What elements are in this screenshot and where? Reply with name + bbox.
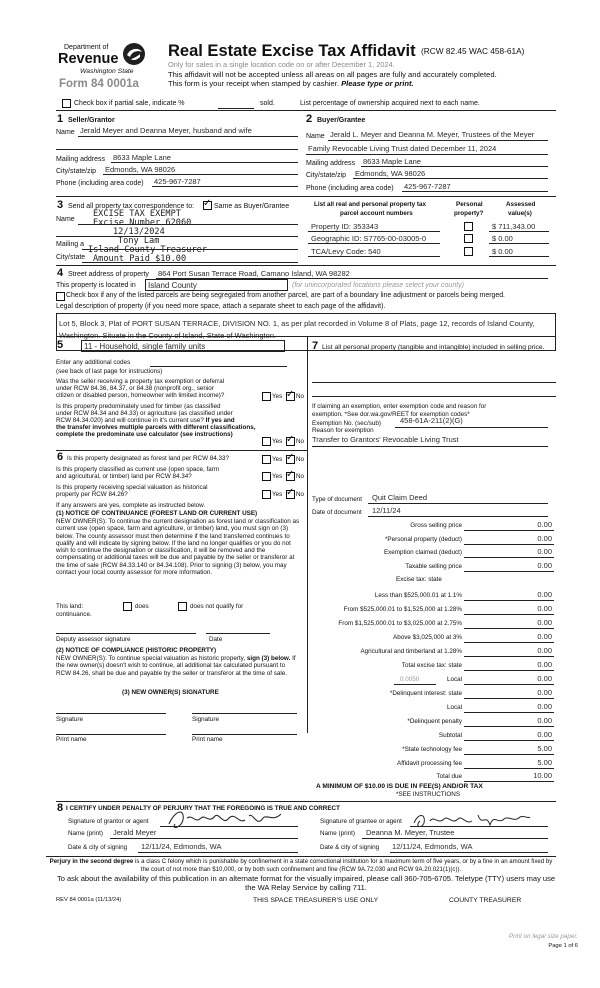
owner-print-line-1 (56, 734, 166, 735)
forest-no-checkbox[interactable] (286, 455, 295, 464)
tax-row-label: Less than $525,000.01 at 1.1% (374, 592, 462, 599)
s3-city-label: City/state (56, 254, 86, 261)
county-treasurer-label: COUNTY TREASURER (449, 897, 522, 904)
grantor-signature[interactable] (165, 806, 285, 834)
alternate-format-notice: To ask about the availability of this publication in an alternate format for the visually impaired, please call 360-705-6705. Teletype (TTY) users may use the WA Relay Service by calling 711. (56, 874, 556, 892)
minimum-due-note: A MINIMUM OF $10.00 IS DUE IN FEE(S) AND/OR TAX (316, 783, 483, 790)
seller-phone[interactable]: 425-967-7287 (154, 177, 201, 186)
section-4-number: 4 (57, 267, 64, 279)
buyer-address[interactable]: 8633 Maple Lane (363, 157, 421, 166)
tax-row-value[interactable]: 5.00 (537, 758, 552, 767)
local-rate-line (394, 684, 436, 685)
tax-row-label: Gross selling price (410, 522, 462, 529)
this-land-label: This land: (56, 603, 84, 610)
s3-mail-label: Mailing a (56, 241, 85, 248)
personal-property-checkbox[interactable] (464, 247, 473, 256)
seller-city-line (103, 174, 298, 175)
tax-row-line (464, 740, 554, 741)
q-current-use-1: Is this property classified as current use (open space, farm (56, 466, 220, 473)
section-7-number: 7 (312, 340, 319, 352)
parcels-header-1b: parcel account numbers (340, 210, 413, 217)
section-2-number: 2 (306, 113, 313, 125)
owner-print-line-2 (192, 734, 297, 735)
unincorporated-note: (for unincorporated locations please select your county) (292, 282, 464, 289)
buyer-phone-label: Phone (including area code) (306, 185, 394, 192)
owner-signature-label-2: Signature (192, 716, 219, 723)
tax-row-label: Subtotal (438, 732, 462, 739)
segregated-checkbox[interactable] (56, 292, 65, 301)
top-divider (56, 110, 556, 111)
parcel-value[interactable]: $ 711,343.00 (492, 222, 536, 231)
buyer-name-line-1[interactable]: Jerald L. Meyer and Deanna M. Meyer, Trustees of the Meyer (330, 130, 535, 139)
land-does-not-label: does not qualify for (190, 603, 244, 610)
doc-date-label: Date of document (312, 509, 362, 516)
street-label: Street address of property (68, 271, 149, 278)
deputy-signature-label: Deputy assessor signature (56, 636, 131, 643)
land-does-not-checkbox[interactable] (178, 602, 187, 611)
form-title: Real Estate Excise Tax Affidavit (168, 42, 416, 60)
tax-row-label: Taxable selling price (405, 563, 462, 570)
tax-row-value[interactable]: 0.00 (537, 561, 552, 570)
partial-sale-checkbox[interactable] (62, 99, 71, 108)
tax-row-line (464, 600, 554, 601)
dept-line: Department of (64, 44, 109, 51)
tax-row-value[interactable]: 0.00 (537, 547, 552, 556)
timber-yes-checkbox[interactable] (262, 437, 271, 446)
deputy-sig-line (56, 633, 196, 634)
q-timber-2: under RCW 84.34 and 84.33) or agriculture (as classified under (56, 410, 233, 417)
q-timber-5: complete the predominate use calculator (see instructions) (56, 431, 233, 438)
form-number: Form 84 0001a (59, 78, 139, 90)
tax-row-label: Affidavit processing fee (397, 760, 462, 767)
add-codes-line (150, 366, 287, 367)
tax-row-line (464, 530, 554, 531)
seller-addr-line (111, 162, 298, 163)
reason-line (312, 446, 548, 447)
personal-property-checkbox[interactable] (464, 222, 473, 231)
grantee-name-label: Name (print) (320, 830, 355, 837)
seller-name-line-2 (56, 149, 298, 150)
q-historical-2: property per RCW 84.26? (56, 491, 128, 498)
same-as-buyer-checkbox[interactable] (203, 201, 212, 210)
section-1-number: 1 (57, 113, 64, 125)
county-select[interactable] (145, 279, 288, 291)
partial-pct-line (218, 108, 254, 109)
any-yes-note: If any answers are yes, complete as instructed below. (56, 502, 206, 509)
owner-print-label-2: Print name (192, 736, 223, 743)
footer-divider (46, 856, 556, 857)
buyer-phone[interactable]: 425-967-7287 (404, 182, 451, 191)
seller-name[interactable]: Jerald Meyer and Deanna Meyer, husband and wife (80, 126, 252, 135)
seller-heading: Seller/Grantor (68, 117, 115, 124)
grantor-name-line (110, 838, 298, 839)
buyer-name-rule-2 (306, 154, 548, 155)
exemption-claim-1: If claiming an exemption, enter exemption code and reason for (312, 403, 487, 410)
doc-type-label: Type of document (312, 496, 363, 503)
new-owner-signature-title: (3) NEW OWNER(S) SIGNATURE (122, 689, 219, 696)
tax-row-label: From $525,000.01 to $1,525,000 at 1.28% (343, 606, 462, 613)
seller-addr-label: Mailing address (56, 156, 106, 163)
tax-row-value[interactable]: 0.00 (537, 632, 552, 641)
land-use-code-select[interactable] (81, 340, 285, 352)
no-label: No (296, 438, 305, 445)
tax-row-value[interactable]: 0.00 (537, 520, 552, 529)
tax-row-label: Above $3,025,000 at 3% (393, 634, 462, 641)
q-timber-1: Is this property predominately used for timber (as classified (56, 403, 221, 410)
tax-row-label: Local (446, 704, 462, 711)
stamp-line-4: Tony Lam (118, 236, 160, 246)
personal-property-line-2 (312, 396, 556, 397)
stamp-line-6: Amount Paid $10.00 (93, 254, 187, 264)
parcel-value-line (489, 243, 549, 244)
dept-state: Washington State (80, 68, 134, 75)
grantee-date-label: Date & city of signing (320, 844, 380, 851)
q-exemption-3: citizen or disabled person, homeowner with limited income)? (56, 392, 225, 399)
exemption-no-label: Exemption No. (sec/sub) (312, 420, 381, 427)
tax-row-line (464, 781, 554, 782)
timber-no-checkbox[interactable] (286, 437, 295, 446)
correspondence-label: Send all property tax correspondence to: (68, 203, 195, 210)
section-3-bottom (56, 265, 556, 266)
reason-label: Reason for exemption (312, 427, 374, 434)
exemption-number[interactable]: 458-61A-211(2)(G) (400, 416, 463, 425)
tax-row-line (464, 726, 554, 727)
owner-sig-line-2 (192, 713, 297, 714)
exemption-claim-2: exemption. *See dor.wa.gov/REET for exemption codes* (312, 411, 470, 418)
notice-continuance-title: (1) NOTICE OF CONTINUANCE (FOREST LAND OR CURRENT USE) (56, 510, 258, 517)
buyer-heading: Buyer/Grantee (317, 117, 366, 124)
tax-row-line (464, 614, 554, 615)
exemption-no-checkbox[interactable] (286, 392, 295, 401)
county-value: Island County (148, 281, 197, 290)
parcels-header-1: List all real and personal property tax (314, 201, 426, 208)
continuance-label: continuance. (56, 611, 92, 618)
legal-paper-note: Print on legal size paper. (508, 933, 578, 940)
seller-phone-label: Phone (including area code) (56, 180, 144, 187)
yes-label: Yes (272, 393, 283, 400)
historical-yes-checkbox[interactable] (262, 490, 271, 499)
dept-name: Revenue (58, 51, 119, 67)
tax-row-value[interactable]: 5.00 (537, 744, 552, 753)
accept-note: This affidavit will not be accepted unless all areas on all pages are fully and accurately completed. (168, 70, 497, 79)
parcel-id-line (308, 231, 440, 232)
grantor-date-label: Date & city of signing (68, 844, 128, 851)
personal-property-label: List all personal property (tangible and intangible) included in selling price. (322, 344, 545, 351)
tax-row-label: From $1,525,000.01 to $3,025,000 at 2.75% (338, 620, 462, 627)
legal-desc-label: Legal description of property (if you need more space, attach a separate sheet to each page of the affidavit). (56, 303, 386, 310)
tax-row-label: Local (446, 676, 462, 683)
deputy-date-label: Date (209, 636, 223, 643)
q-current-use-2: and agricultural, or timber) land per RCW 84.34? (56, 473, 192, 480)
seller-city-label: City/state/zip (56, 168, 97, 175)
section-8-number: 8 (57, 802, 64, 814)
tax-row-label: Total excise tax: state (401, 662, 462, 669)
grantee-date-city[interactable]: 12/11/24, Edmonds, WA (392, 842, 473, 851)
section-6-number: 6 (57, 451, 64, 463)
located-label: This property is located in (56, 282, 136, 289)
tax-row-line (464, 768, 554, 769)
doc-type-line (368, 503, 548, 504)
grantee-name[interactable]: Deanna M. Meyer, Trustee (366, 828, 455, 837)
land-does-label: does (135, 603, 149, 610)
s3-name-label: Name (56, 216, 75, 223)
no-label: No (296, 393, 305, 400)
tax-row-line (464, 712, 554, 713)
exemption-yes-checkbox[interactable] (262, 392, 271, 401)
tax-row-label: Exemption claimed (deduct) (383, 549, 462, 556)
segregated-label: Check box if any of the listed parcels are being segregated from another parcel, are part of a boundary line adjustment or parcels being merged. (66, 292, 505, 299)
revision-code: REV 84 0001a (11/13/24) (56, 897, 122, 903)
yes-label: Yes (272, 473, 283, 480)
tax-row-label: Agricultural and timberland at 1.28% (360, 648, 462, 655)
grantee-date-line (390, 852, 548, 853)
parcels-header-2: Personal (456, 201, 483, 208)
add-codes-label: Enter any additional codes (56, 359, 131, 366)
seller-city[interactable]: Edmonds, WA 98026 (105, 165, 176, 174)
historical-no-checkbox[interactable] (286, 490, 295, 499)
page-number: Page 1 of 6 (548, 943, 578, 949)
tax-row-line (464, 544, 554, 545)
buyer-city-label: City/state/zip (306, 172, 347, 179)
tax-row-line (464, 754, 554, 755)
section-3-number: 3 (57, 199, 64, 211)
grantor-date-line (138, 852, 298, 853)
tax-row-value[interactable]: 0.00 (537, 702, 552, 711)
buyer-city[interactable]: Edmonds, WA 98026 (355, 169, 426, 178)
treasurer-use-label: THIS SPACE TREASURER'S USE ONLY (253, 897, 379, 904)
q-timber-4: the transfer involves multiple parcels with different classifications, (56, 424, 256, 431)
sold-label: sold. (260, 100, 275, 107)
document-date[interactable]: 12/11/24 (372, 506, 401, 515)
land-does-checkbox[interactable] (123, 602, 132, 611)
parcel-value[interactable]: $ 0.00 (492, 234, 513, 243)
dor-logo (56, 41, 154, 93)
stamp-line-1: EXCISE TAX EXEMPT (93, 209, 181, 219)
parcel-value-line (489, 231, 549, 232)
tax-row-value[interactable]: 0.00 (537, 590, 552, 599)
buyer-city-line (353, 178, 548, 179)
buyer-addr-line (361, 166, 548, 167)
seller-name-label: Name (56, 129, 75, 136)
section-1-2-bottom (56, 196, 556, 197)
parcels-header-3: Assessed (506, 201, 536, 208)
tax-row-value[interactable]: 0.00 (537, 688, 552, 697)
current-use-no-checkbox[interactable] (286, 472, 295, 481)
parcel-id-line (308, 256, 440, 257)
parcel-id-line (308, 243, 440, 244)
notice-compliance-title: (2) NOTICE OF COMPLIANCE (HISTORIC PROPERTY) (56, 647, 217, 654)
document-type[interactable]: Quit Claim Deed (372, 493, 428, 502)
stamp-line-3: 12/13/2024 (113, 227, 165, 237)
tax-row-value[interactable]: 0.00 (537, 730, 552, 739)
perjury-notice: Perjury in the second degree is a class C felony which is punishable by confinement in a state correctional institution for a maximum term of five years, or by a fine in an amount fixed by the court of not more than $10,000, or by both such confinement and fine (RCW 9A.72.030 and RCW 9A.20.021(1)(c)). (49, 858, 553, 873)
tax-row-value[interactable]: 0.00 (537, 660, 552, 669)
legal-description: Lot 5, Block 3, Plat of PORT SUSAN TERRACE, DIVISION NO. 1, as per plat recorded in Volume 8 of Plats, page 12, records of Island County, Washington. Situate in the County of Island, State of Washington. (59, 319, 535, 340)
grantee-name-line (362, 838, 548, 839)
section-5-bottom (56, 450, 307, 451)
buyer-name-line-2[interactable]: Family Revocable Living Trust dated December 11, 2024 (308, 144, 497, 153)
parcel-id[interactable]: Geographic ID: S7765-00-03005-0 (311, 234, 427, 243)
owner-signature-label: Signature (56, 716, 83, 723)
q-timber-3: RCW 84.34.020) and will continue in it's current use? If yes and (56, 417, 235, 424)
current-use-yes-checkbox[interactable] (262, 472, 271, 481)
parcel-id[interactable]: TCA/Levy Code: 540 (311, 247, 381, 256)
grantor-name-label: Name (print) (68, 830, 103, 837)
tax-row-line (464, 656, 554, 657)
parcel-value-line (489, 256, 549, 257)
tax-row-line (464, 628, 554, 629)
tax-row-value[interactable]: 0.00 (537, 716, 552, 725)
buyer-name-rule-1 (328, 140, 548, 141)
seller-address[interactable]: 8633 Maple Lane (113, 153, 171, 162)
partial-sale-label: Check box if partial sale, indicate % (74, 100, 185, 107)
receipt-note: This form is your receipt when stamped by cashier. Please type or print. (168, 79, 414, 88)
tax-row-value[interactable]: 10.00 (533, 771, 552, 780)
stamp-line-5: Island County Treasurer (88, 245, 207, 255)
tax-row-line (464, 557, 554, 558)
tax-row-line (464, 571, 554, 572)
section-8-top (56, 801, 556, 802)
tax-row-line (464, 698, 554, 699)
local-rate: 0.0050 (400, 676, 420, 683)
seller-name-line (78, 136, 298, 137)
tax-row-label: *State technology fee (402, 746, 462, 753)
tax-row-line (464, 642, 554, 643)
street-address[interactable]: 864 Port Susan Terrace Road, Camano Island, WA 98282 (158, 269, 350, 278)
section-5-number: 5 (57, 339, 64, 351)
q-forest: Is this property designated as forest land per RCW 84.33? (67, 455, 230, 462)
parcels-header-2b: property? (454, 210, 484, 217)
no-label: No (296, 456, 305, 463)
certify-statement: I CERTIFY UNDER PENALTY OF PERJURY THAT THE FOREGOING IS TRUE AND CORRECT (66, 805, 340, 812)
yes-label: Yes (272, 438, 283, 445)
section-4-bottom (56, 336, 556, 337)
same-as-buyer-label: Same as Buyer/Grantee (214, 203, 290, 210)
grantor-signature-label: Signature of grantor or agent (68, 818, 149, 825)
tax-row-label: *Personal property (deduct) (384, 536, 462, 543)
owner-sig-line-1 (56, 713, 166, 714)
grantee-signature-label: Signature of grantee or agent (320, 818, 402, 825)
see-instructions: *SEE INSTRUCTIONS (396, 791, 461, 798)
single-location-note: Only for sales in a single location code on or after December 1, 2024. (168, 60, 395, 69)
personal-property-line-1 (312, 382, 556, 383)
stamp-line-2: Excise Number 62060 (93, 218, 192, 228)
deputy-date-line (206, 633, 270, 634)
exemption-no-line (395, 427, 548, 428)
tax-row-line (464, 684, 554, 685)
no-label: No (296, 473, 305, 480)
grantor-date-city[interactable]: 12/11/24, Edmonds, WA (141, 842, 222, 851)
yes-label: Yes (272, 456, 283, 463)
tax-row-label: *Delinquent interest: state (389, 690, 462, 697)
forest-yes-checkbox[interactable] (262, 455, 271, 464)
yes-label: Yes (272, 491, 283, 498)
tax-row-value[interactable]: 0.00 (537, 618, 552, 627)
notice-compliance-body: NEW OWNER(S): To continue special valuation as historic property, sign (3) below. If the new owner(s) doesn't wish to continue, all additional tax calculated pursuant to RCW 84.26, shall be due and payable by the seller or transferor at the time of sale. (56, 655, 296, 677)
tax-row-value[interactable]: 0.00 (537, 534, 552, 543)
form-rcw: (RCW 82.45 WAC 458-61A) (421, 46, 525, 56)
tax-row-value[interactable]: 0.00 (537, 604, 552, 613)
tax-row-line (464, 670, 554, 671)
tax-row-label: *Delinquent penalty (407, 718, 462, 725)
see-list-label: (see back of last page for instructions) (56, 368, 163, 375)
s3-line-2 (56, 236, 298, 237)
buyer-phone-line (402, 191, 548, 192)
ownership-note: List percentage of ownership acquired next to each name. (300, 100, 480, 107)
tax-row-value[interactable]: 0.00 (537, 646, 552, 655)
parcel-value[interactable]: $ 0.00 (492, 247, 513, 256)
buyer-name-label: Name (306, 133, 325, 140)
parcels-header-3b: value(s) (508, 210, 532, 217)
parcel-id[interactable]: Property ID: 353343 (311, 222, 379, 231)
q-exemption-2: under RCW 84.36, 84.37, or 84.38 (nonprofit org., senior (56, 385, 214, 392)
q-exemption-1: Was the seller receiving a property tax exemption or deferral (56, 378, 225, 385)
revenue-swirl-icon (122, 42, 146, 66)
land-use-code: 11 - Household, single family units (84, 342, 206, 351)
seller-phone-line (152, 186, 298, 187)
column-divider (307, 337, 308, 733)
tax-row-value[interactable]: 0.00 (537, 674, 552, 683)
notice-continuance-body: NEW OWNER(S): To continue the current designation as forest land or classification as current use (open space, farm and agriculture, or timber) land, you must sign on (3) below. The county assessor must then determine if the land transferred continues to qualify and will indicate by signing below. If the land no longer qualifies or you do not wish to continue the designation or classification, it will be removed and the compensating or additional taxes will be due and payable by the seller or transferor at the time of sale (RCW 84.33.140 or 84.34.108). Prior to signing (3) below, you may contact your local county assessor for more information. (56, 518, 300, 577)
exemption-reason[interactable]: Transfer to Grantors' Revocable Living Trust (312, 435, 459, 444)
grantor-name[interactable]: Jerald Meyer (113, 828, 157, 837)
q-historical-1: Is this property receiving special valuation as historical (56, 484, 208, 491)
owner-print-label: Print name (56, 736, 87, 743)
tax-row-label: Excise tax: state (396, 576, 442, 583)
personal-property-checkbox[interactable] (464, 234, 473, 243)
no-label: No (296, 491, 305, 498)
tax-row-label: Total due (436, 773, 462, 780)
doc-date-line (368, 516, 548, 517)
buyer-addr-label: Mailing address (306, 160, 356, 167)
